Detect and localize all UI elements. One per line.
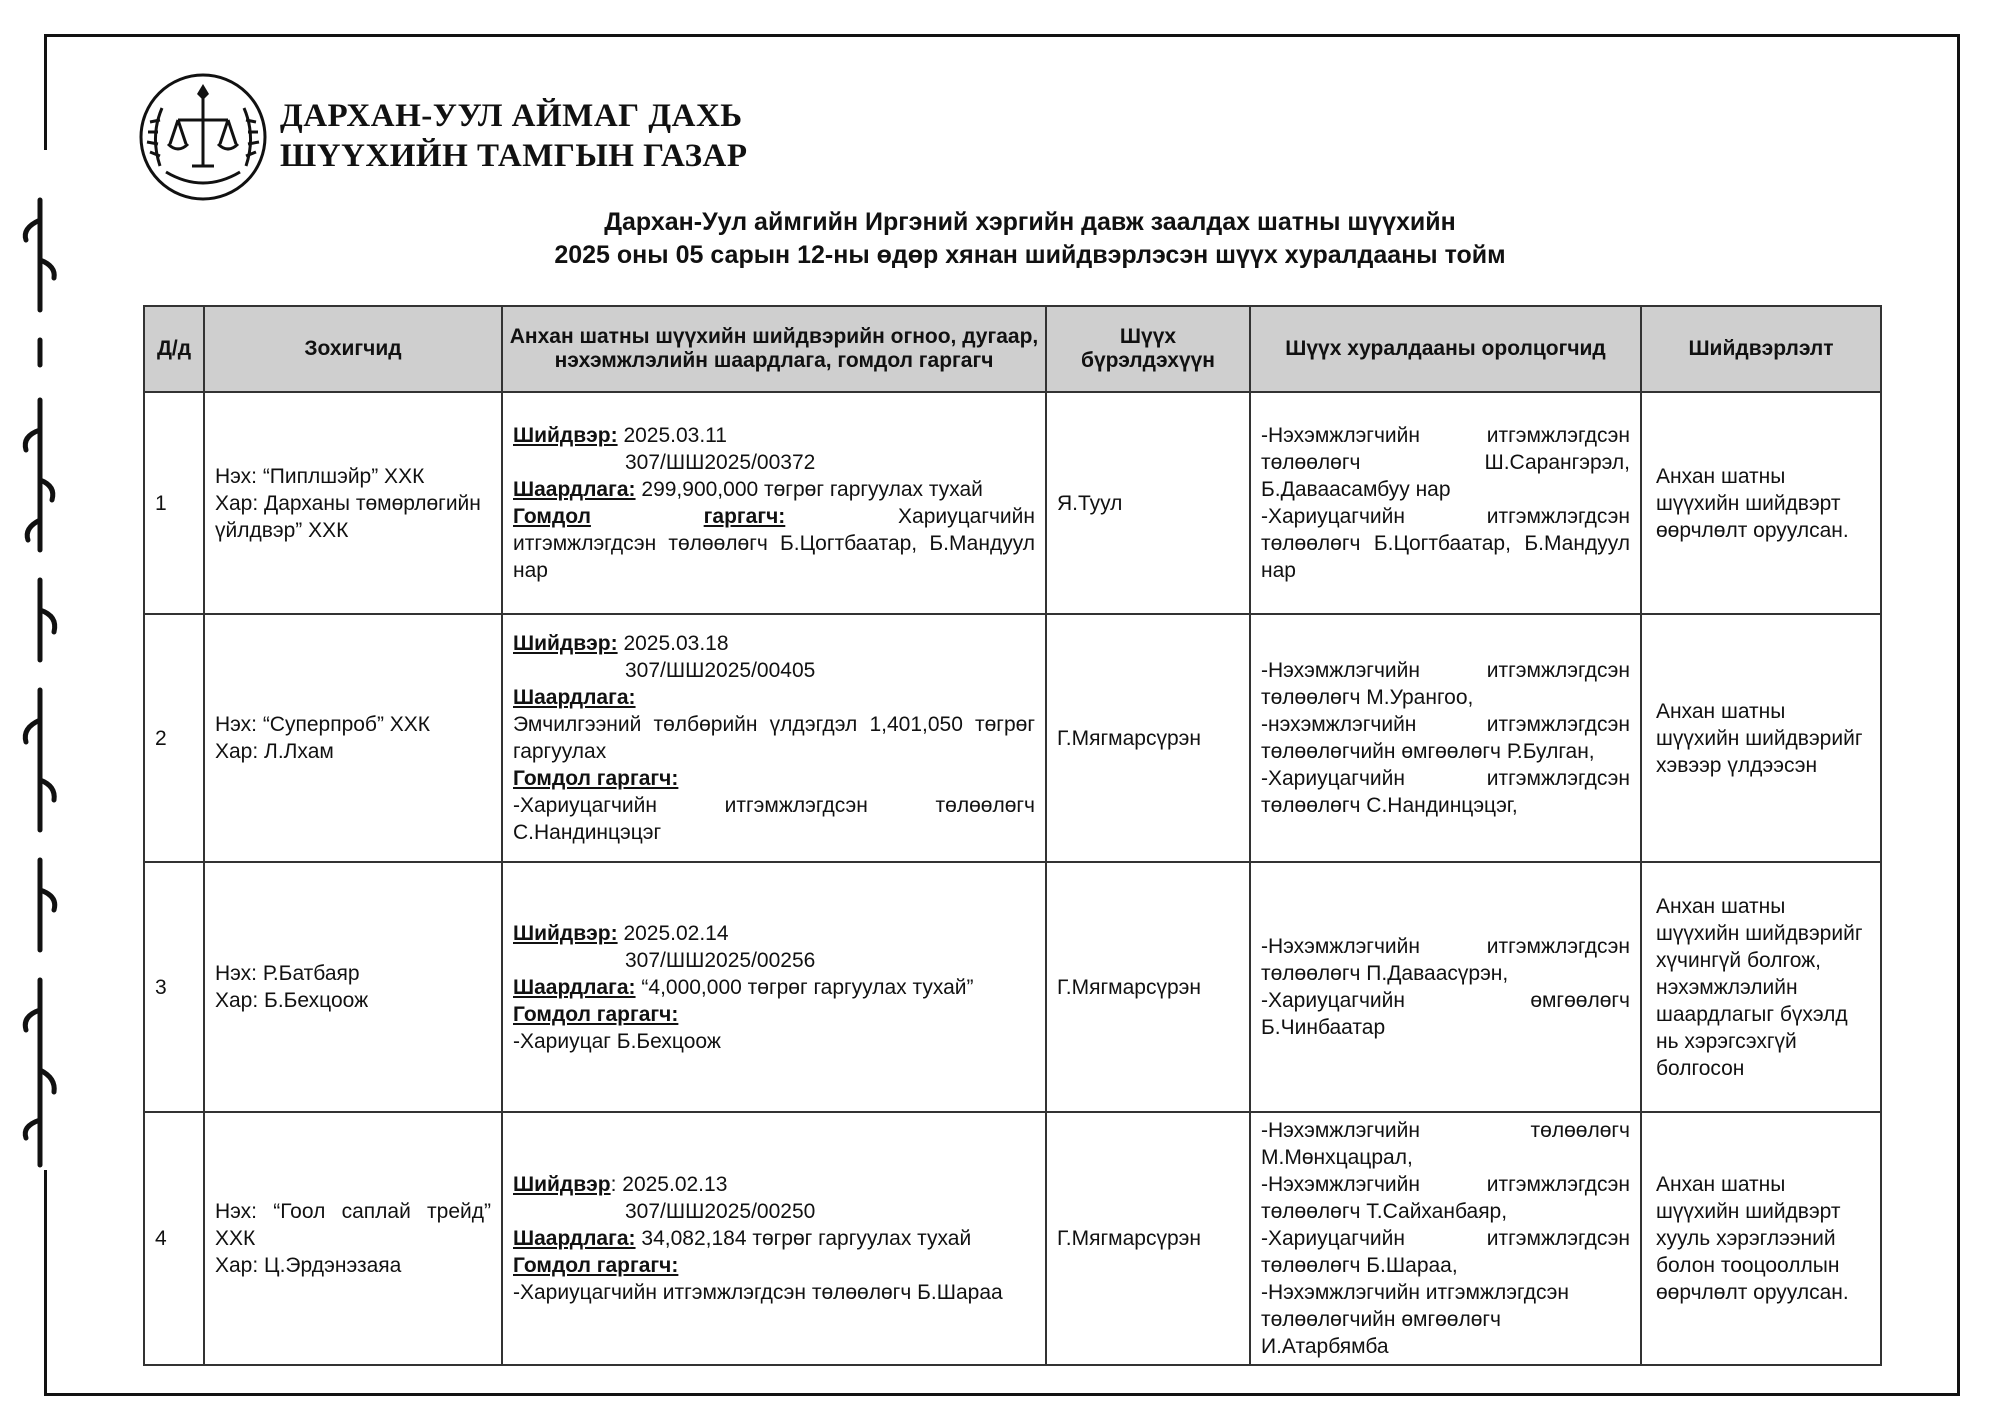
appellant-label-word2: гаргагч: <box>703 505 786 528</box>
decision-cell: Анхан шатны шүүхийн шийдвэрийг хэвээр үлдээсэн <box>1641 614 1881 862</box>
ruling-ref: 307/ШШ2025/00372 <box>625 451 816 474</box>
participants-cell <box>1250 392 1641 614</box>
claim-label: Шаардлага: <box>513 1227 636 1250</box>
parties-cell <box>204 392 502 614</box>
appellant-text-start: Хариуцагчийн <box>898 505 1035 528</box>
header-decision: Шийдвэрлэлт <box>1641 306 1881 392</box>
ruling-label: Шийдвэр <box>513 1173 611 1196</box>
first-instance-cell <box>502 862 1046 1112</box>
ruling-date: 2025.02.13 <box>622 1173 728 1196</box>
participant: -Нэхэмжлэгчийн итгэмжлэгдсэн төлөөлөгчийн өмгөөлөгч И.Атарбямба <box>1261 1281 1569 1358</box>
appellant-text: итгэмжлэгдсэн төлөөлөгч Б.Цогтбаатар, Б.Мандуул нар <box>513 532 1035 582</box>
organization-name-line1: ДАРХАН-УУЛ АЙМАГ ДАХЬ <box>280 98 743 134</box>
participant: -Нэхэмжлэгчийн итгэмжлэгдсэн төлөөлөгч П.Даваасүрэн, <box>1261 935 1630 985</box>
ruling-label: Шийдвэр: <box>513 632 618 655</box>
claim-label: Шаардлага: <box>513 686 636 709</box>
header-bench: Шүүх бүрэлдэхүүн <box>1046 306 1250 392</box>
parties-cell <box>204 1112 502 1365</box>
appellant-label-word1: Гомдол <box>513 505 591 528</box>
appellant-text: -Хариуцагчийн итгэмжлэгдсэн төлөөлөгч С.Нандинцэцэг <box>513 794 1035 844</box>
claim-text: Эмчилгээний төлбөрийн үлдэгдэл 1,401,050 төгрөг гаргуулах <box>513 713 1035 763</box>
bench-cell: Г.Мягмарсүрэн <box>1046 862 1250 1112</box>
participant: -Хариуцагчийн итгэмжлэгдсэн төлөөлөгч Б.Шараа, <box>1261 1227 1630 1277</box>
row-number: 2 <box>144 614 204 862</box>
appellant-label: Гомдол гаргагч: <box>513 1002 679 1026</box>
claim-text: 34,082,184 төгрөг гаргуулах тухай <box>641 1227 972 1250</box>
defendant: Хар: Дарханы төмөрлөгийн үйлдвэр” ХХК <box>215 491 481 542</box>
participant: -Хариуцагчийн итгэмжлэгдсэн төлөөлөгч Б.Цогтбаатар, Б.Мандуул нар <box>1261 505 1630 582</box>
ruling-ref: 307/ШШ2025/00405 <box>625 659 816 682</box>
document-title-line1: Дархан-Уул аймгийн Иргэний хэргийн давж заалдах шатны шүүхийн <box>604 208 1456 236</box>
ruling-ref: 307/ШШ2025/00256 <box>625 948 816 972</box>
participants-cell <box>1250 1112 1641 1365</box>
decision-cell: Анхан шатны шүүхийн шийдвэрийг хүчингүй болгож, нэхэмжлэлийн шаардлагыг бүхэлд нь хэрэгсэхгүй болгосон <box>1641 862 1881 1112</box>
appellant-label: Гомдол гаргагч: <box>513 767 679 790</box>
document-title <box>400 206 1660 272</box>
claim-text: 299,900,000 төгрөг гаргуулах тухай <box>641 478 983 501</box>
participant: -Нэхэмжлэгчийн итгэмжлэгдсэн төлөөлөгч Т.Сайханбаяр, <box>1261 1173 1630 1223</box>
ruling-date: 2025.02.14 <box>623 921 729 945</box>
parties-cell <box>204 862 502 1112</box>
row-number: 1 <box>144 392 204 614</box>
claim-label: Шаардлага: <box>513 975 636 999</box>
cases-table <box>143 305 1882 1366</box>
document-title-line2: 2025 оны 05 сарын 12-ны өдөр хянан шийдвэрлэсэн шүүх хуралдааны тойм <box>554 241 1506 269</box>
table-header-row <box>144 306 1881 392</box>
mongolian-script-margin <box>10 190 70 1170</box>
ruling-label: Шийдвэр: <box>513 921 618 945</box>
organization-name <box>280 96 747 176</box>
header-first-instance: Анхан шатны шүүхийн шийдвэрийн огноо, дугаар, нэхэмжлэлийн шаардлага, гомдол гаргагч <box>502 306 1046 392</box>
first-instance-cell: Шийдвэр: 2025.02.13 307/ШШ2025/00250 Шаардлага: 34,082,184 төгрөг гаргуулах тухай Гомдол гаргагч: -Хариуцагчийн итгэмжлэгдсэн төлөөлөгч Б.Шараа <box>502 1112 1046 1365</box>
header-num: Д/д <box>144 306 204 392</box>
defendant: Хар: Ц.Эрдэнэзаяа <box>215 1254 402 1277</box>
ruling-ref: 307/ШШ2025/00250 <box>625 1200 816 1223</box>
header-participants: Шүүх хуралдааны оролцогчид <box>1250 306 1641 392</box>
participants-cell <box>1250 614 1641 862</box>
plaintiff: Нэх: “Гоол саплай трейд” ХХК <box>215 1200 491 1250</box>
participant: -Хариуцагчийн итгэмжлэгдсэн төлөөлөгч С.Нандинцэцэг, <box>1261 767 1630 817</box>
court-emblem-logo <box>136 70 270 204</box>
defendant: Хар: Б.Бехцоож <box>215 989 369 1012</box>
bench-cell: Г.Мягмарсүрэн <box>1046 614 1250 862</box>
table-row <box>144 1112 1881 1365</box>
participant: -Нэхэмжлэгчийн төлөөлөгч М.Мөнхцацрал, <box>1261 1119 1630 1169</box>
parties-cell <box>204 614 502 862</box>
defendant: Хар: Л.Лхам <box>215 740 334 763</box>
appellant-label: Гомдол гаргагч: <box>513 1254 679 1277</box>
bench-cell: Г.Мягмарсүрэн <box>1046 1112 1250 1365</box>
table-row <box>144 862 1881 1112</box>
table-row <box>144 392 1881 614</box>
claim-text: “4,000,000 төгрөг гаргуулах тухай” <box>641 975 974 999</box>
ruling-date: 2025.03.11 <box>623 424 727 447</box>
ruling-label: Шийдвэр: <box>513 424 618 447</box>
table-row <box>144 614 1881 862</box>
organization-name-line2: ШҮҮХИЙН ТАМГЫН ГАЗАР <box>280 138 748 174</box>
participant: -Нэхэмжлэгчийн итгэмжлэгдсэн төлөөлөгч Ш.Сарангэрэл, Б.Даваасамбуу нар <box>1261 424 1630 501</box>
plaintiff: Нэх: “Суперпроб” ХХК <box>215 713 431 736</box>
plaintiff: Нэх: “Пиплшэйр” ХХК <box>215 464 425 488</box>
header-parties: Зохигчид <box>204 306 502 392</box>
row-number: 3 <box>144 862 204 1112</box>
appellant-text: -Хариуцагчийн итгэмжлэгдсэн төлөөлөгч Б.Шараа <box>513 1281 1003 1304</box>
appellant-text: -Хариуцаг Б.Бехцоож <box>513 1029 721 1053</box>
decision-cell: Анхан шатны шүүхийн шийдвэрт өөрчлөлт оруулсан. <box>1641 392 1881 614</box>
ruling-date: 2025.03.18 <box>623 632 729 655</box>
first-instance-cell <box>502 392 1046 614</box>
first-instance-cell <box>502 614 1046 862</box>
participants-cell <box>1250 862 1641 1112</box>
claim-label: Шаардлага: <box>513 478 636 501</box>
plaintiff: Нэх: Р.Батбаяр <box>215 962 360 985</box>
participant: -нэхэмжлэгчийн итгэмжлэгдсэн төлөөлөгчийн өмгөөлөгч Р.Булган, <box>1261 713 1630 763</box>
participant: -Нэхэмжлэгчийн итгэмжлэгдсэн төлөөлөгч М.Урангоо, <box>1261 659 1630 709</box>
participant: -Хариуцагчийн өмгөөлөгч Б.Чинбаатар <box>1261 989 1630 1039</box>
bench-cell: Я.Туул <box>1046 392 1250 614</box>
decision-cell: Анхан шатны шүүхийн шийдвэрт хууль хэрэглээний болон тооцооллын өөрчлөлт оруулсан. <box>1641 1112 1881 1365</box>
row-number: 4 <box>144 1112 204 1365</box>
